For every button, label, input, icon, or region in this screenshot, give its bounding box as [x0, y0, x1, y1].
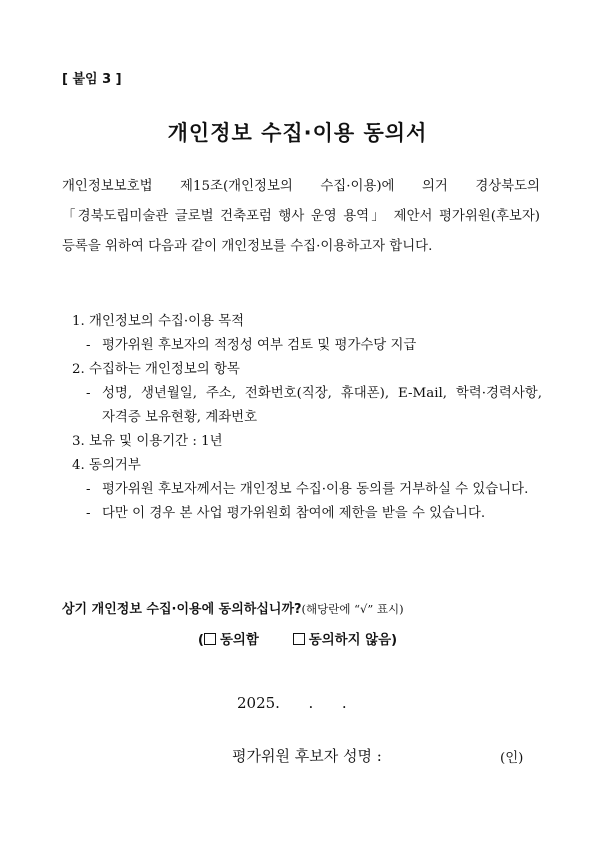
list-item-text: 성명, 생년월일, 주소, 전화번호(직장, 휴대폰), E-Mail, 학력·경력사항, 자격증 보유현황, 계좌번호	[102, 386, 542, 425]
consent-options	[0, 629, 595, 648]
agree-label: 동의함	[219, 633, 259, 648]
section-title: 3. 보유 및 이용기간 : 1년	[72, 434, 223, 449]
question-text: 상기 개인정보 수집·이용에 동의하십니까?	[62, 602, 302, 617]
section-title: 4. 동의거부	[72, 458, 141, 473]
list-item	[72, 478, 542, 502]
dash-marker: -	[86, 482, 91, 497]
section-retention	[72, 430, 542, 454]
document-title: 개인정보 수집·이용 동의서	[167, 121, 428, 145]
agree-checkbox[interactable]	[204, 633, 216, 645]
list-item-text: 평가위원 후보자께서는 개인정보 수집·이용 동의를 거부하실 수 있습니다.	[102, 482, 529, 497]
date-field: 2025. . .	[237, 694, 347, 712]
list-item-text: 다만 이 경우 본 사업 평가위원회 참여에 제한을 받을 수 있습니다.	[102, 506, 486, 521]
signature-label: 평가위원 후보자 성명 :	[232, 747, 382, 765]
section-list	[72, 310, 542, 526]
disagree-checkbox[interactable]	[293, 633, 305, 645]
attachment-label: [ 붙임 3 ]	[62, 72, 122, 87]
list-item	[72, 334, 542, 358]
section-title: 1. 개인정보의 수집·이용 목적	[72, 314, 245, 329]
disagree-label: 동의하지 않음	[308, 633, 392, 648]
consent-open-paren: (	[197, 633, 204, 648]
consent-close-paren: )	[391, 633, 398, 648]
list-item	[72, 502, 542, 526]
seal-mark: (인)	[500, 751, 524, 766]
list-item	[72, 382, 542, 430]
dash-marker: -	[86, 338, 91, 353]
dash-marker: -	[86, 506, 91, 521]
list-item-text: 평가위원 후보자의 적정성 여부 검토 및 평가수당 지급	[102, 338, 417, 353]
section-purpose	[72, 310, 542, 358]
intro-paragraph: 개인정보보호법 제15조(개인정보의 수집·이용)에 의거 경상북도의「경북도립미술관 글로벌 건축포럼 행사 운영 용역」 제안서 평가위원(후보자) 등록을 위하여 다음과 같이 개인정보를 수집·이용하고자 합니다.	[62, 179, 540, 254]
consent-question	[62, 598, 404, 617]
section-refusal	[72, 454, 542, 526]
section-items-collected	[72, 358, 542, 430]
dash-marker: -	[86, 386, 91, 401]
section-title: 2. 수집하는 개인정보의 항목	[72, 362, 240, 377]
question-note: (해당란에 “√” 표시)	[301, 602, 404, 616]
